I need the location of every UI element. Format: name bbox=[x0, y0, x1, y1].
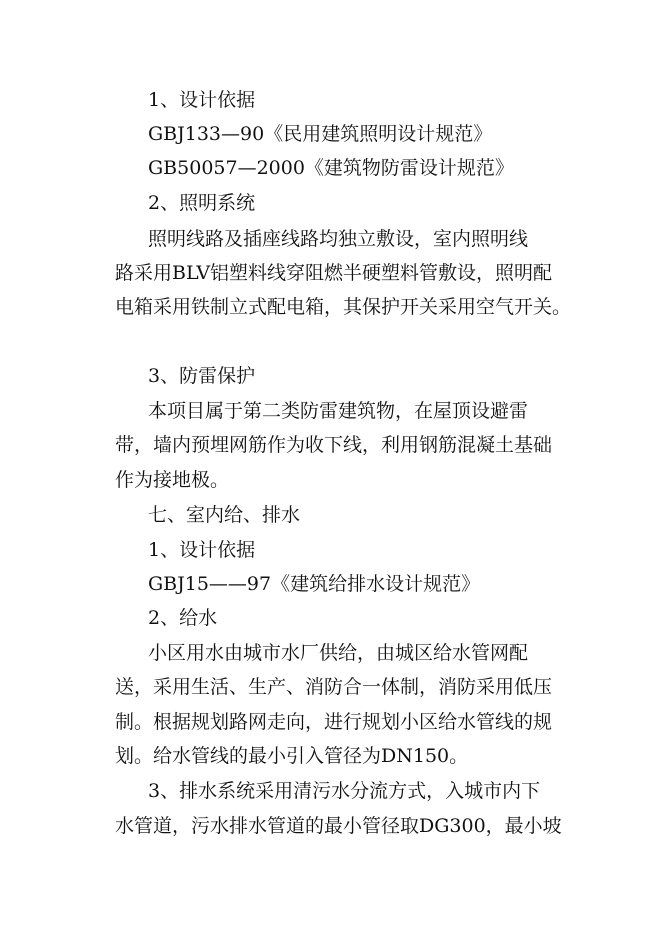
section-heading-water: 七、室内给、排水 bbox=[148, 504, 301, 526]
paragraph-line: 带，墙内预埋网筋作为收下线，利用钢筋混凝土基础 bbox=[115, 434, 553, 456]
paragraph-line: 送，采用生活、生产、消防合一体制，消防采用低压 bbox=[115, 676, 553, 698]
paragraph-line: 小区用水由城市水厂供给，由城区给水管网配 bbox=[148, 642, 529, 664]
heading-design-basis: 1、设计依据 bbox=[148, 539, 256, 561]
heading-lightning-protection: 3、防雷保护 bbox=[148, 365, 256, 387]
standard-reference: GB50057—2000《建筑物防雷设计规范》 bbox=[148, 157, 514, 179]
paragraph-line: 水管道，污水排水管道的最小管径取DG300，最小坡 bbox=[115, 815, 562, 837]
paragraph-line: 路采用BLV铝塑料线穿阻燃半硬塑料管敷设，照明配 bbox=[115, 262, 553, 284]
standard-reference: GBJ15——97《建筑给排水设计规范》 bbox=[148, 573, 481, 595]
paragraph-line: 划。给水管线的最小引入管径为DN150。 bbox=[115, 745, 469, 767]
heading-water-supply: 2、给水 bbox=[148, 607, 218, 629]
standard-reference: GBJ133—90《民用建筑照明设计规范》 bbox=[148, 123, 493, 145]
paragraph-line: 3、排水系统采用清污水分流方式，入城市内下 bbox=[148, 780, 541, 802]
paragraph-line: 本项目属于第二类防雷建筑物，在屋顶设避雷 bbox=[148, 400, 529, 422]
paragraph-line: 电箱采用铁制立式配电箱，其保护开关采用空气开关。 bbox=[115, 296, 572, 318]
paragraph-line: 制。根据规划路网走向，进行规划小区给水管线的规 bbox=[115, 711, 553, 733]
paragraph-line: 作为接地极。 bbox=[115, 469, 230, 491]
paragraph-line: 照明线路及插座线路均独立敷设，室内照明线 bbox=[148, 228, 529, 250]
heading-design-basis: 1、设计依据 bbox=[148, 89, 256, 111]
heading-lighting-system: 2、照明系统 bbox=[148, 192, 256, 214]
